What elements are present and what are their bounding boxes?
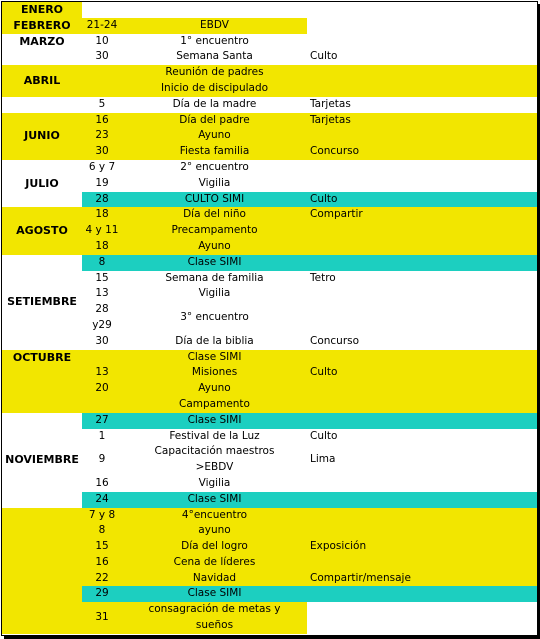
table-row: [2, 444, 537, 460]
row-event: Vigilia: [122, 476, 307, 492]
month-label-julio: JULIO: [2, 160, 82, 207]
row-note: [307, 602, 537, 634]
row-event: Día de la madre: [122, 97, 307, 113]
row-date: 16: [82, 555, 122, 571]
row-date: 18: [82, 239, 122, 255]
table-row: [2, 176, 537, 192]
row-date: y29: [82, 318, 122, 334]
row-note: [307, 350, 537, 366]
row-note: Compartir/mensaje: [307, 571, 537, 587]
table-row: [2, 81, 537, 97]
row-event: [122, 2, 307, 18]
row-date: 20: [82, 381, 122, 397]
row-date: 1: [82, 429, 122, 445]
row-note: [307, 18, 537, 34]
row-event: Capacitación maestros: [122, 444, 307, 460]
row-date: 8: [82, 255, 122, 271]
row-date: 19: [82, 176, 122, 192]
row-note: Culto: [307, 192, 537, 208]
table-row: [2, 476, 537, 492]
row-date: [82, 2, 122, 18]
table-row: [2, 586, 537, 602]
row-date: 27: [82, 413, 122, 429]
month-label-junio: JUNIO: [2, 113, 82, 160]
row-event: Semana Santa: [122, 49, 307, 65]
row-note: [307, 523, 537, 539]
row-date: 28: [82, 192, 122, 208]
row-note: Compartir: [307, 207, 537, 223]
month-label-setiembre: SETIEMBRE: [2, 255, 82, 350]
row-event: Clase SIMI: [122, 586, 307, 602]
row-date: [82, 350, 122, 366]
row-event: ayuno: [122, 523, 307, 539]
row-note: Lima: [307, 444, 537, 476]
row-date: 21-24: [82, 18, 122, 34]
table-row: [2, 286, 537, 302]
row-event: EBDV: [122, 18, 307, 34]
row-event: 4°encuentro: [122, 508, 307, 524]
schedule-frame: [1, 1, 538, 636]
row-note: [307, 34, 537, 50]
row-note: Culto: [307, 49, 537, 65]
row-event: Vigilia: [122, 286, 307, 302]
table-row: [2, 144, 537, 160]
month-label-empty: [2, 97, 82, 113]
row-date: 13: [82, 365, 122, 381]
table-row: [2, 255, 537, 271]
table-row: [2, 492, 537, 508]
row-note: [307, 81, 537, 97]
table-row: [2, 34, 537, 50]
schedule-table: [2, 2, 537, 634]
row-date: 31: [82, 602, 122, 634]
table-row: [2, 602, 537, 618]
row-note: [307, 239, 537, 255]
month-label-octubre: OCTUBRE: [2, 350, 82, 413]
row-note: Culto: [307, 365, 537, 381]
row-event: Clase SIMI: [122, 255, 307, 271]
row-event: consagración de metas y: [122, 602, 307, 618]
row-date: 15: [82, 539, 122, 555]
row-event: Precampamento: [122, 223, 307, 239]
row-date: 5: [82, 97, 122, 113]
row-date: 30: [82, 49, 122, 65]
row-event: Reunión de padres: [122, 65, 307, 81]
row-event: >EBDV: [122, 460, 307, 476]
row-date: 16: [82, 113, 122, 129]
row-date: 9: [82, 444, 122, 476]
row-date: 7 y 8: [82, 508, 122, 524]
row-event: Día del padre: [122, 113, 307, 129]
row-note: Tetro: [307, 271, 537, 287]
row-event: sueños: [122, 618, 307, 634]
row-note: [307, 508, 537, 524]
table-row: [2, 334, 537, 350]
row-date: [82, 397, 122, 413]
row-event: CULTO SIMI: [122, 192, 307, 208]
row-date: 15: [82, 271, 122, 287]
row-note: [307, 413, 537, 429]
row-date: 18: [82, 207, 122, 223]
row-event: Vigilia: [122, 176, 307, 192]
row-event: Festival de la Luz: [122, 429, 307, 445]
row-event: Ayuno: [122, 128, 307, 144]
row-note: [307, 586, 537, 602]
row-note: [307, 2, 537, 18]
row-event: 3° encuentro: [122, 302, 307, 334]
row-note: [307, 476, 537, 492]
row-event: Día del logro: [122, 539, 307, 555]
table-row: [2, 571, 537, 587]
row-date: 29: [82, 586, 122, 602]
row-date: 4 y 11: [82, 223, 122, 239]
row-date: 24: [82, 492, 122, 508]
row-event: Cena de líderes: [122, 555, 307, 571]
row-event: Misiones: [122, 365, 307, 381]
row-date: 22: [82, 571, 122, 587]
table-row: [2, 223, 537, 239]
row-note: [307, 128, 537, 144]
row-note: Exposición: [307, 539, 537, 555]
row-event: Campamento: [122, 397, 307, 413]
row-date: [82, 81, 122, 97]
row-event: Clase SIMI: [122, 413, 307, 429]
row-note: [307, 255, 537, 271]
row-note: [307, 223, 537, 239]
row-note: Concurso: [307, 334, 537, 350]
month-label-noviembre: NOVIEMBRE: [2, 413, 82, 508]
row-event: Clase SIMI: [122, 492, 307, 508]
row-note: Tarjetas: [307, 113, 537, 129]
table-row: [2, 65, 537, 81]
table-row: [2, 160, 537, 176]
row-note: [307, 381, 537, 397]
row-event: Navidad: [122, 571, 307, 587]
row-note: [307, 65, 537, 81]
table-row: [2, 539, 537, 555]
row-note: [307, 302, 537, 334]
row-date: [82, 65, 122, 81]
table-row: [2, 555, 537, 571]
table-row: [2, 365, 537, 381]
month-label-empty: [2, 508, 82, 634]
row-date: 30: [82, 144, 122, 160]
table-row: [2, 302, 537, 318]
row-event: Inicio de discipulado: [122, 81, 307, 97]
month-label-marzo: MARZO: [2, 34, 82, 66]
row-date: 23: [82, 128, 122, 144]
row-note: Concurso: [307, 144, 537, 160]
row-date: 28: [82, 302, 122, 318]
month-label-febrero: FEBRERO: [2, 18, 82, 34]
table-row: [2, 128, 537, 144]
row-date: 10: [82, 34, 122, 50]
row-event: 1° encuentro: [122, 34, 307, 50]
row-event: Día de la biblia: [122, 334, 307, 350]
row-event: Semana de familia: [122, 271, 307, 287]
table-row: [2, 113, 537, 129]
row-note: [307, 397, 537, 413]
row-date: 8: [82, 523, 122, 539]
table-row: [2, 18, 537, 34]
row-event: Fiesta familia: [122, 144, 307, 160]
row-event: Ayuno: [122, 239, 307, 255]
table-row: [2, 49, 537, 65]
month-label-agosto: AGOSTO: [2, 207, 82, 254]
month-label-enero: ENERO: [2, 2, 82, 18]
row-note: [307, 160, 537, 176]
row-date: 30: [82, 334, 122, 350]
table-row: [2, 271, 537, 287]
row-date: 16: [82, 476, 122, 492]
row-date: 6 y 7: [82, 160, 122, 176]
table-row: [2, 523, 537, 539]
row-note: [307, 176, 537, 192]
table-row: [2, 429, 537, 445]
table-row: [2, 397, 537, 413]
table-row: [2, 381, 537, 397]
row-note: Tarjetas: [307, 97, 537, 113]
table-row: [2, 192, 537, 208]
table-row: [2, 97, 537, 113]
table-row: [2, 508, 537, 524]
table-row: [2, 413, 537, 429]
row-date: 13: [82, 286, 122, 302]
row-note: [307, 555, 537, 571]
table-row: [2, 2, 537, 18]
table-row: [2, 239, 537, 255]
table-row: [2, 350, 537, 366]
row-event: 2° encuentro: [122, 160, 307, 176]
month-label-abril: ABRIL: [2, 65, 82, 97]
table-row: [2, 207, 537, 223]
row-event: Clase SIMI: [122, 350, 307, 366]
row-event: Día del niño: [122, 207, 307, 223]
row-note: [307, 492, 537, 508]
row-event: Ayuno: [122, 381, 307, 397]
row-note: [307, 286, 537, 302]
row-note: Culto: [307, 429, 537, 445]
